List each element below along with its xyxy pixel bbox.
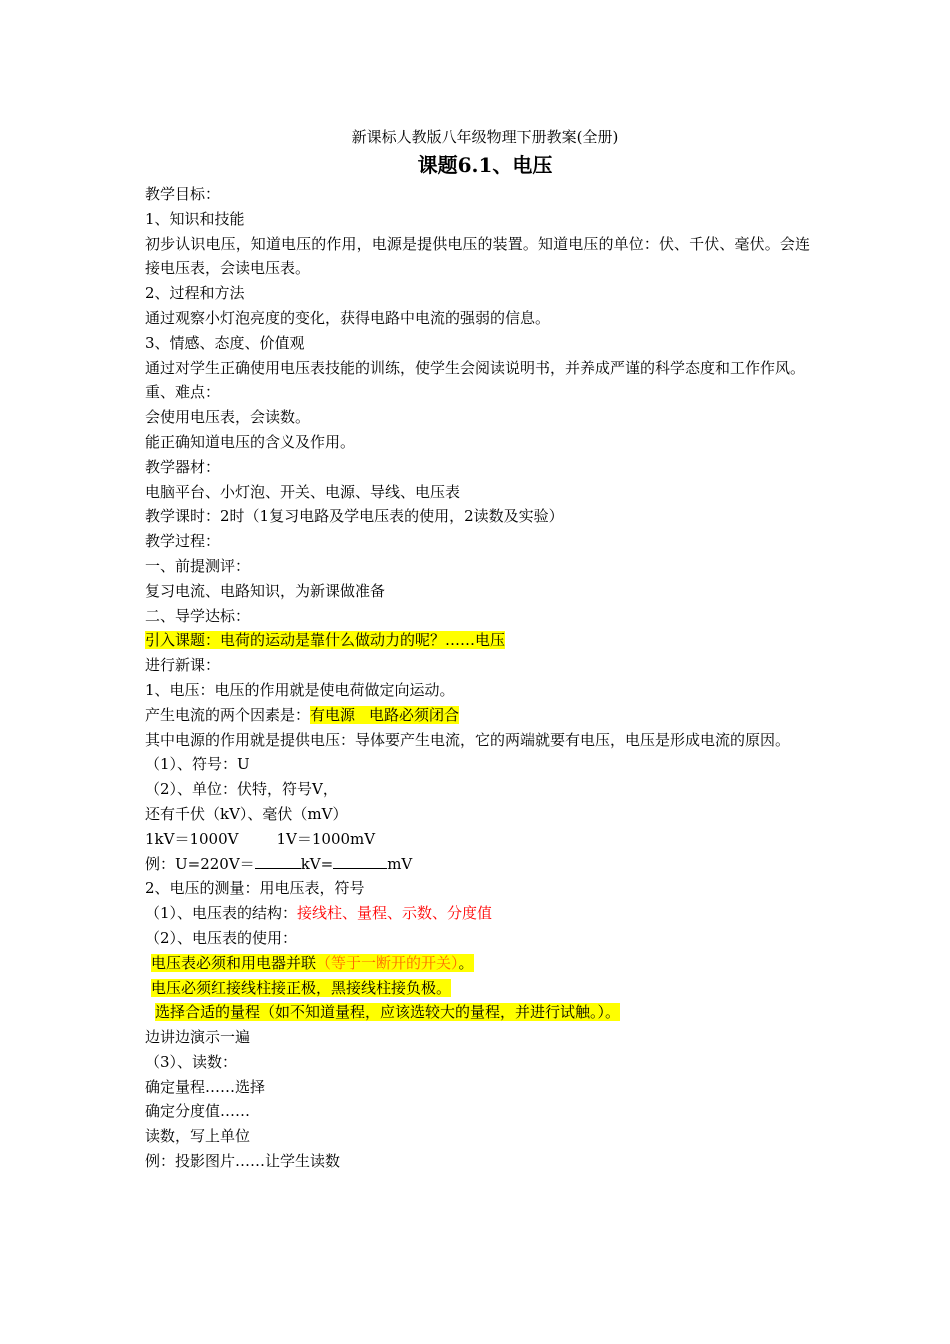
- text-line: [145, 976, 815, 1001]
- text-line: 复习电流、电路知识，为新课做准备: [145, 581, 386, 600]
- text-line: [145, 1000, 815, 1025]
- text-line: （3）、读数：: [145, 1052, 238, 1071]
- highlighted-part: 有电源: [310, 705, 356, 724]
- highlighted-part: 电路必须闭合: [369, 705, 460, 724]
- highlighted-text: [310, 706, 459, 724]
- text-line: 会使用电压表，会读数。: [145, 408, 311, 427]
- text-line: [145, 852, 815, 877]
- text-line: [145, 703, 815, 728]
- text-line: [145, 901, 815, 926]
- text-line: 确定量程……选择: [145, 1077, 266, 1096]
- text-line: 边讲边演示一遍: [145, 1028, 251, 1047]
- text-span: 产生电流的两个因素是：: [145, 705, 311, 724]
- text-line: 教学目标：: [145, 185, 221, 203]
- text-line: 重、难点：: [145, 383, 221, 402]
- text-span: 1kV＝1000V: [145, 829, 239, 848]
- highlighted-text: [151, 954, 474, 972]
- text-span: （1）、电压表的结构：: [145, 904, 298, 923]
- text-line: 教学器材：: [145, 457, 221, 476]
- text-line: （2）、电压表的使用：: [145, 928, 298, 947]
- lesson-title: 课题6.1、电压: [417, 153, 553, 177]
- fill-blank: [333, 854, 387, 869]
- text-line: 读数，写上单位: [145, 1127, 251, 1146]
- text-line: 教学过程：: [145, 532, 221, 551]
- text-line: 一、前提测评：: [145, 556, 251, 575]
- text-span: 1V＝1000mV: [276, 829, 376, 848]
- text-line: 教学课时：2时（1复习电路及学电压表的使用，2读数及实验）: [145, 507, 564, 526]
- text-paragraph: 其中电源的作用就是提供电压：导体要产生电流，它的两端就要有电压，电压是形成电流的原因。: [145, 730, 791, 749]
- highlighted-part: 。: [458, 953, 474, 972]
- highlighted-text: 选择合适的量程（如不知道量程，应该选较大的量程，并进行试触。）。: [155, 1003, 621, 1022]
- text-span: 例：U=220V＝: [145, 854, 255, 873]
- document-header: 新课标人教版八年级物理下册教案(全册): [351, 128, 619, 146]
- highlighted-part: 电压表必须和用电器并联: [151, 953, 317, 972]
- text-line: [145, 628, 815, 653]
- text-line: 2、电压的测量：用电压表，符号: [145, 879, 365, 898]
- text-paragraph: 初步认识电压，知道电压的作用，电源是提供电压的装置。知道电压的单位：伏、千伏、毫伏。会连接电压表，会读电压表。: [145, 234, 810, 278]
- text-line: 二、导学达标：: [145, 606, 251, 625]
- text-line: 能正确知道电压的含义及作用。: [145, 432, 356, 451]
- text-line: （2）、单位：伏特，符号V，: [145, 780, 338, 799]
- text-line: （1）、符号：U: [145, 755, 250, 774]
- text-line: [145, 951, 815, 976]
- document-page: [145, 124, 815, 1174]
- orange-text: （等于一断开的开关）: [316, 953, 459, 972]
- text-line: 1、知识和技能: [145, 209, 245, 228]
- text-line: 例：投影图片……让学生读数: [145, 1152, 341, 1171]
- text-line: 3、情感、态度、价值观: [145, 333, 305, 352]
- highlighted-text: 引入课题：电荷的运动是靠什么做动力的呢？……电压: [145, 631, 506, 650]
- fill-blank: [255, 854, 301, 869]
- text-line: 确定分度值……: [145, 1102, 251, 1121]
- text-line: 电脑平台、小灯泡、开关、电源、导线、电压表: [145, 482, 461, 501]
- text-span: kV=: [300, 854, 334, 873]
- text-line: 还有千伏（kV）、毫伏（mV）: [145, 804, 348, 823]
- text-line: 2、过程和方法: [145, 284, 245, 303]
- text-line: [145, 827, 815, 852]
- red-text: 接线柱、量程、示数、分度值: [297, 904, 493, 923]
- text-span: mV: [387, 854, 413, 873]
- text-line: 1、电压：电压的作用就是使电荷做定向运动。: [145, 680, 455, 699]
- text-paragraph: 通过对学生正确使用电压表技能的训练，使学生会阅读说明书，并养成严谨的科学态度和工作作风。: [145, 358, 806, 377]
- highlighted-text: 电压必须红接线柱接正极，黑接线柱接负极。: [151, 978, 452, 997]
- text-line: 通过观察小灯泡亮度的变化，获得电路中电流的强弱的信息。: [145, 308, 551, 327]
- text-line: 进行新课：: [145, 656, 221, 675]
